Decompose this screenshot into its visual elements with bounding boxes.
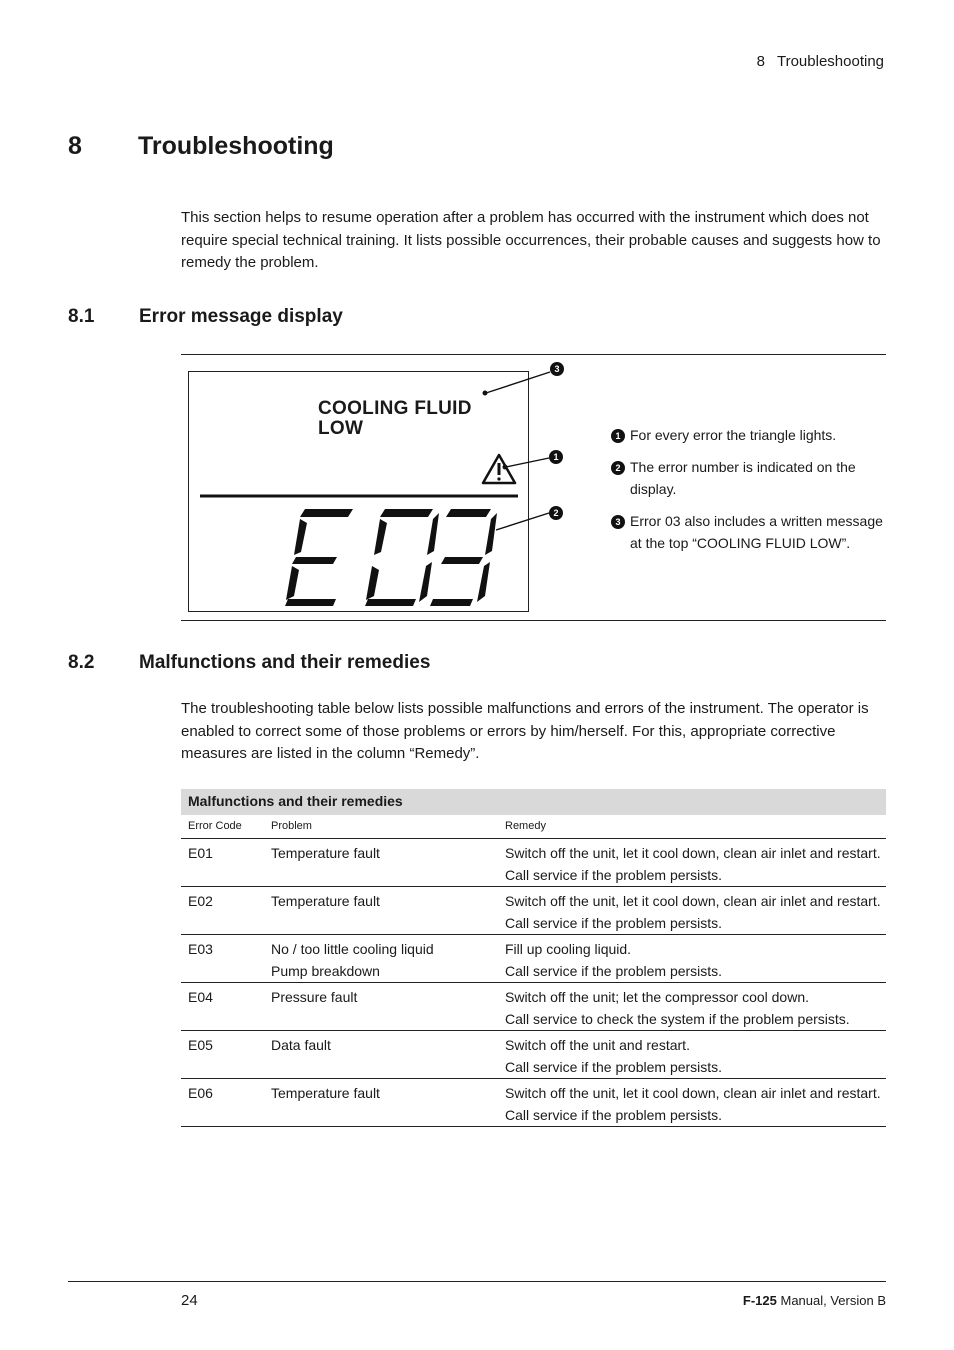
intro-paragraph: This section helps to resume operation after a problem has occurred with the instrument which does not require special technical training. It lists possible occurrences, their probable causes and suggests how to remedy the problem. [181, 209, 881, 271]
cell-problem [271, 842, 505, 886]
running-head-number: 8 [756, 53, 765, 70]
table-row [181, 935, 886, 983]
problem-line: Temperature fault [271, 1085, 380, 1101]
table-row [181, 983, 886, 1031]
section-heading-error-display [68, 306, 343, 328]
table-header-row [181, 815, 886, 839]
cell-remedy [505, 1082, 886, 1126]
remedy-line: Switch off the unit, let it cool down, clean air inlet and restart. [505, 845, 881, 861]
remedy-line: Call service if the problem persists. [505, 867, 723, 883]
chapter-heading [68, 132, 334, 161]
table-row [181, 839, 886, 887]
remedy-line: Switch off the unit, let it cool down, clean air inlet and restart. [505, 893, 881, 909]
remedy-line: Fill up cooling liquid. [505, 941, 632, 957]
cell-problem [271, 986, 505, 1030]
legend-badge: 3 [611, 515, 625, 529]
chapter-number: 8 [68, 132, 82, 160]
legend-text: The error number is indicated on the display. [630, 459, 856, 497]
cell-remedy [505, 938, 886, 982]
page-number: 24 [181, 1292, 198, 1309]
cell-code: E04 [188, 989, 213, 1005]
legend-badge: 1 [611, 429, 625, 443]
header-remedy: Remedy [505, 820, 546, 832]
problem-line: Data fault [271, 1037, 331, 1053]
cell-code: E06 [188, 1085, 213, 1101]
legend-text: Error 03 also includes a written message at the top “COOLING FLUID LOW”. [630, 513, 883, 551]
callout-badge-3: 3 [550, 362, 564, 376]
footer-product [743, 1293, 886, 1308]
callout-badge-1: 1 [549, 450, 563, 464]
running-head [757, 53, 884, 70]
header-problem: Problem [271, 820, 312, 832]
manual-version: Manual, Version B [780, 1293, 886, 1308]
remedy-line: Switch off the unit, let it cool down, clean air inlet and restart. [505, 1085, 881, 1101]
cell-remedy [505, 890, 886, 934]
footer-rule [68, 1281, 886, 1282]
remedy-line: Call service if the problem persists. [505, 915, 723, 931]
section-title: Malfunctions and their remedies [139, 652, 431, 673]
malfunctions-table [181, 789, 886, 1127]
legend-text: For every error the triangle lights. [630, 427, 837, 443]
running-head-title: Troubleshooting [776, 53, 884, 70]
cell-code: E05 [188, 1037, 213, 1053]
table-row [181, 1031, 886, 1079]
cell-remedy [505, 986, 886, 1030]
remedy-line: Call service if the problem persists. [505, 963, 723, 979]
error-display-figure [181, 354, 886, 621]
section-title: Error message display [139, 306, 343, 327]
cell-code: E03 [188, 941, 213, 957]
problem-line: No / too little cooling liquid [271, 941, 434, 957]
table-intro-paragraph: The troubleshooting table below lists possible malfunctions and errors of the instrument. The operator is enabled to correct some of those problems or errors by him/herself. For this, appropriate corrective measures are listed in the column “Remedy”. [181, 700, 869, 762]
cell-problem [271, 1034, 505, 1078]
legend-item [611, 510, 886, 554]
remedy-line: Call service to check the system if the problem persists. [505, 1011, 850, 1027]
figure-legend [611, 424, 886, 564]
remedy-line: Switch off the unit; let the compressor cool down. [505, 989, 810, 1005]
cell-remedy [505, 842, 886, 886]
lcd-message-line2: LOW [318, 418, 364, 439]
cell-code: E01 [188, 845, 213, 861]
cell-problem [271, 890, 505, 934]
header-error-code: Error Code [188, 820, 242, 832]
problem-line: Pressure fault [271, 989, 358, 1005]
lcd-message-line1: COOLING FLUID [318, 398, 472, 419]
cell-problem [271, 1082, 505, 1126]
cell-code: E02 [188, 893, 213, 909]
product-name: F-125 [742, 1293, 777, 1308]
remedy-line: Call service if the problem persists. [505, 1107, 723, 1123]
section-heading-malfunctions [68, 652, 430, 674]
problem-line: Pump breakdown [271, 963, 380, 979]
problem-line: Temperature fault [271, 845, 380, 861]
callout-badge-2: 2 [549, 506, 563, 520]
table-title: Malfunctions and their remedies [181, 789, 886, 815]
table-row [181, 887, 886, 935]
problem-line: Temperature fault [271, 893, 380, 909]
remedy-line: Switch off the unit and restart. [505, 1037, 690, 1053]
cell-remedy [505, 1034, 886, 1078]
legend-item [611, 456, 886, 500]
table-row [181, 1079, 886, 1127]
remedy-line: Call service if the problem persists. [505, 1059, 723, 1075]
legend-badge: 2 [611, 461, 625, 475]
chapter-title: Troubleshooting [138, 132, 334, 160]
legend-item [611, 424, 886, 446]
section-number: 8.1 [68, 306, 95, 327]
cell-problem [271, 938, 505, 982]
section-number: 8.2 [68, 652, 95, 673]
